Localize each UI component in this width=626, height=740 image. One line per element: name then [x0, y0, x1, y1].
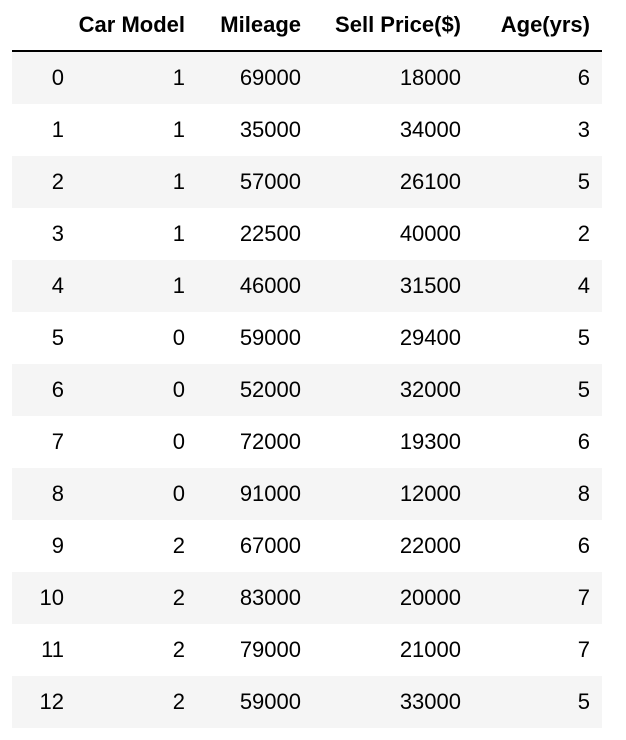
sell-price-cell: 29400	[399, 325, 461, 350]
mileage-cell: 59000	[239, 689, 301, 714]
age-cell: 3	[577, 117, 590, 142]
sell-price-cell: 12000	[399, 481, 461, 506]
header-sell-price: Sell Price($)	[313, 0, 473, 51]
mileage-cell: 69000	[239, 65, 301, 90]
row-index-cell: 4	[51, 273, 64, 298]
table-row	[12, 676, 602, 728]
sell-price-cell: 40000	[399, 221, 461, 246]
mileage-cell: 46000	[239, 273, 301, 298]
age-cell: 5	[577, 689, 590, 714]
age-cell: 5	[577, 169, 590, 194]
dataframe-table	[12, 0, 602, 728]
sell-price-cell: 22000	[399, 533, 461, 558]
header-index	[12, 0, 64, 51]
age-cell: 6	[577, 65, 590, 90]
table-row	[12, 260, 602, 312]
sell-price-cell: 33000	[399, 689, 461, 714]
table-row	[12, 364, 602, 416]
row-index-cell: 8	[51, 481, 64, 506]
mileage-cell: 91000	[239, 481, 301, 506]
car-model-cell: 0	[172, 481, 185, 506]
row-index-cell: 6	[51, 377, 64, 402]
table-row	[12, 104, 602, 156]
table-row	[12, 156, 602, 208]
row-index-cell: 5	[51, 325, 64, 350]
row-index-cell: 3	[51, 221, 64, 246]
car-model-cell: 2	[172, 689, 185, 714]
mileage-cell: 57000	[239, 169, 301, 194]
car-model-cell: 0	[172, 325, 185, 350]
row-index-cell: 7	[51, 429, 64, 454]
car-model-cell: 1	[172, 169, 185, 194]
age-cell: 8	[577, 481, 590, 506]
header-row	[12, 0, 602, 51]
mileage-cell: 52000	[239, 377, 301, 402]
car-model-cell: 1	[172, 117, 185, 142]
sell-price-cell: 32000	[399, 377, 461, 402]
dataframe-table-container	[12, 0, 602, 728]
table-row	[12, 416, 602, 468]
sell-price-cell: 19300	[399, 429, 461, 454]
car-model-cell: 1	[172, 273, 185, 298]
car-model-cell: 1	[172, 221, 185, 246]
sell-price-cell: 31500	[399, 273, 461, 298]
age-cell: 4	[577, 273, 590, 298]
car-model-cell: 2	[172, 533, 185, 558]
mileage-cell: 59000	[239, 325, 301, 350]
mileage-cell: 72000	[239, 429, 301, 454]
car-model-cell: 0	[172, 429, 185, 454]
table-row	[12, 624, 602, 676]
row-index-cell: 9	[51, 533, 64, 558]
age-cell: 2	[577, 221, 590, 246]
mileage-cell: 22500	[239, 221, 301, 246]
row-index-cell: 0	[51, 65, 64, 90]
row-index-cell: 2	[51, 169, 64, 194]
mileage-cell: 79000	[239, 637, 301, 662]
age-cell: 7	[577, 637, 590, 662]
age-cell: 6	[577, 429, 590, 454]
table-header	[12, 0, 602, 51]
table-body	[12, 51, 602, 728]
sell-price-cell: 21000	[399, 637, 461, 662]
age-cell: 6	[577, 533, 590, 558]
table-row	[12, 572, 602, 624]
age-cell: 5	[577, 377, 590, 402]
table-row	[12, 51, 602, 104]
age-cell: 7	[577, 585, 590, 610]
car-model-cell: 0	[172, 377, 185, 402]
table-row	[12, 208, 602, 260]
car-model-cell: 2	[172, 637, 185, 662]
header-mileage: Mileage	[197, 0, 313, 51]
row-index-cell: 1	[51, 117, 64, 142]
mileage-cell: 35000	[239, 117, 301, 142]
car-model-cell: 1	[172, 65, 185, 90]
table-row	[12, 312, 602, 364]
row-index-cell: 10	[39, 585, 64, 610]
sell-price-cell: 34000	[399, 117, 461, 142]
row-index-cell: 12	[39, 689, 64, 714]
header-age: Age(yrs)	[473, 0, 602, 51]
mileage-cell: 67000	[239, 533, 301, 558]
mileage-cell: 83000	[239, 585, 301, 610]
age-cell: 5	[577, 325, 590, 350]
header-car-model: Car Model	[64, 0, 197, 51]
sell-price-cell: 20000	[399, 585, 461, 610]
table-row	[12, 520, 602, 572]
row-index-cell: 11	[41, 637, 64, 662]
sell-price-cell: 26100	[399, 169, 461, 194]
sell-price-cell: 18000	[399, 65, 461, 90]
table-row	[12, 468, 602, 520]
car-model-cell: 2	[172, 585, 185, 610]
